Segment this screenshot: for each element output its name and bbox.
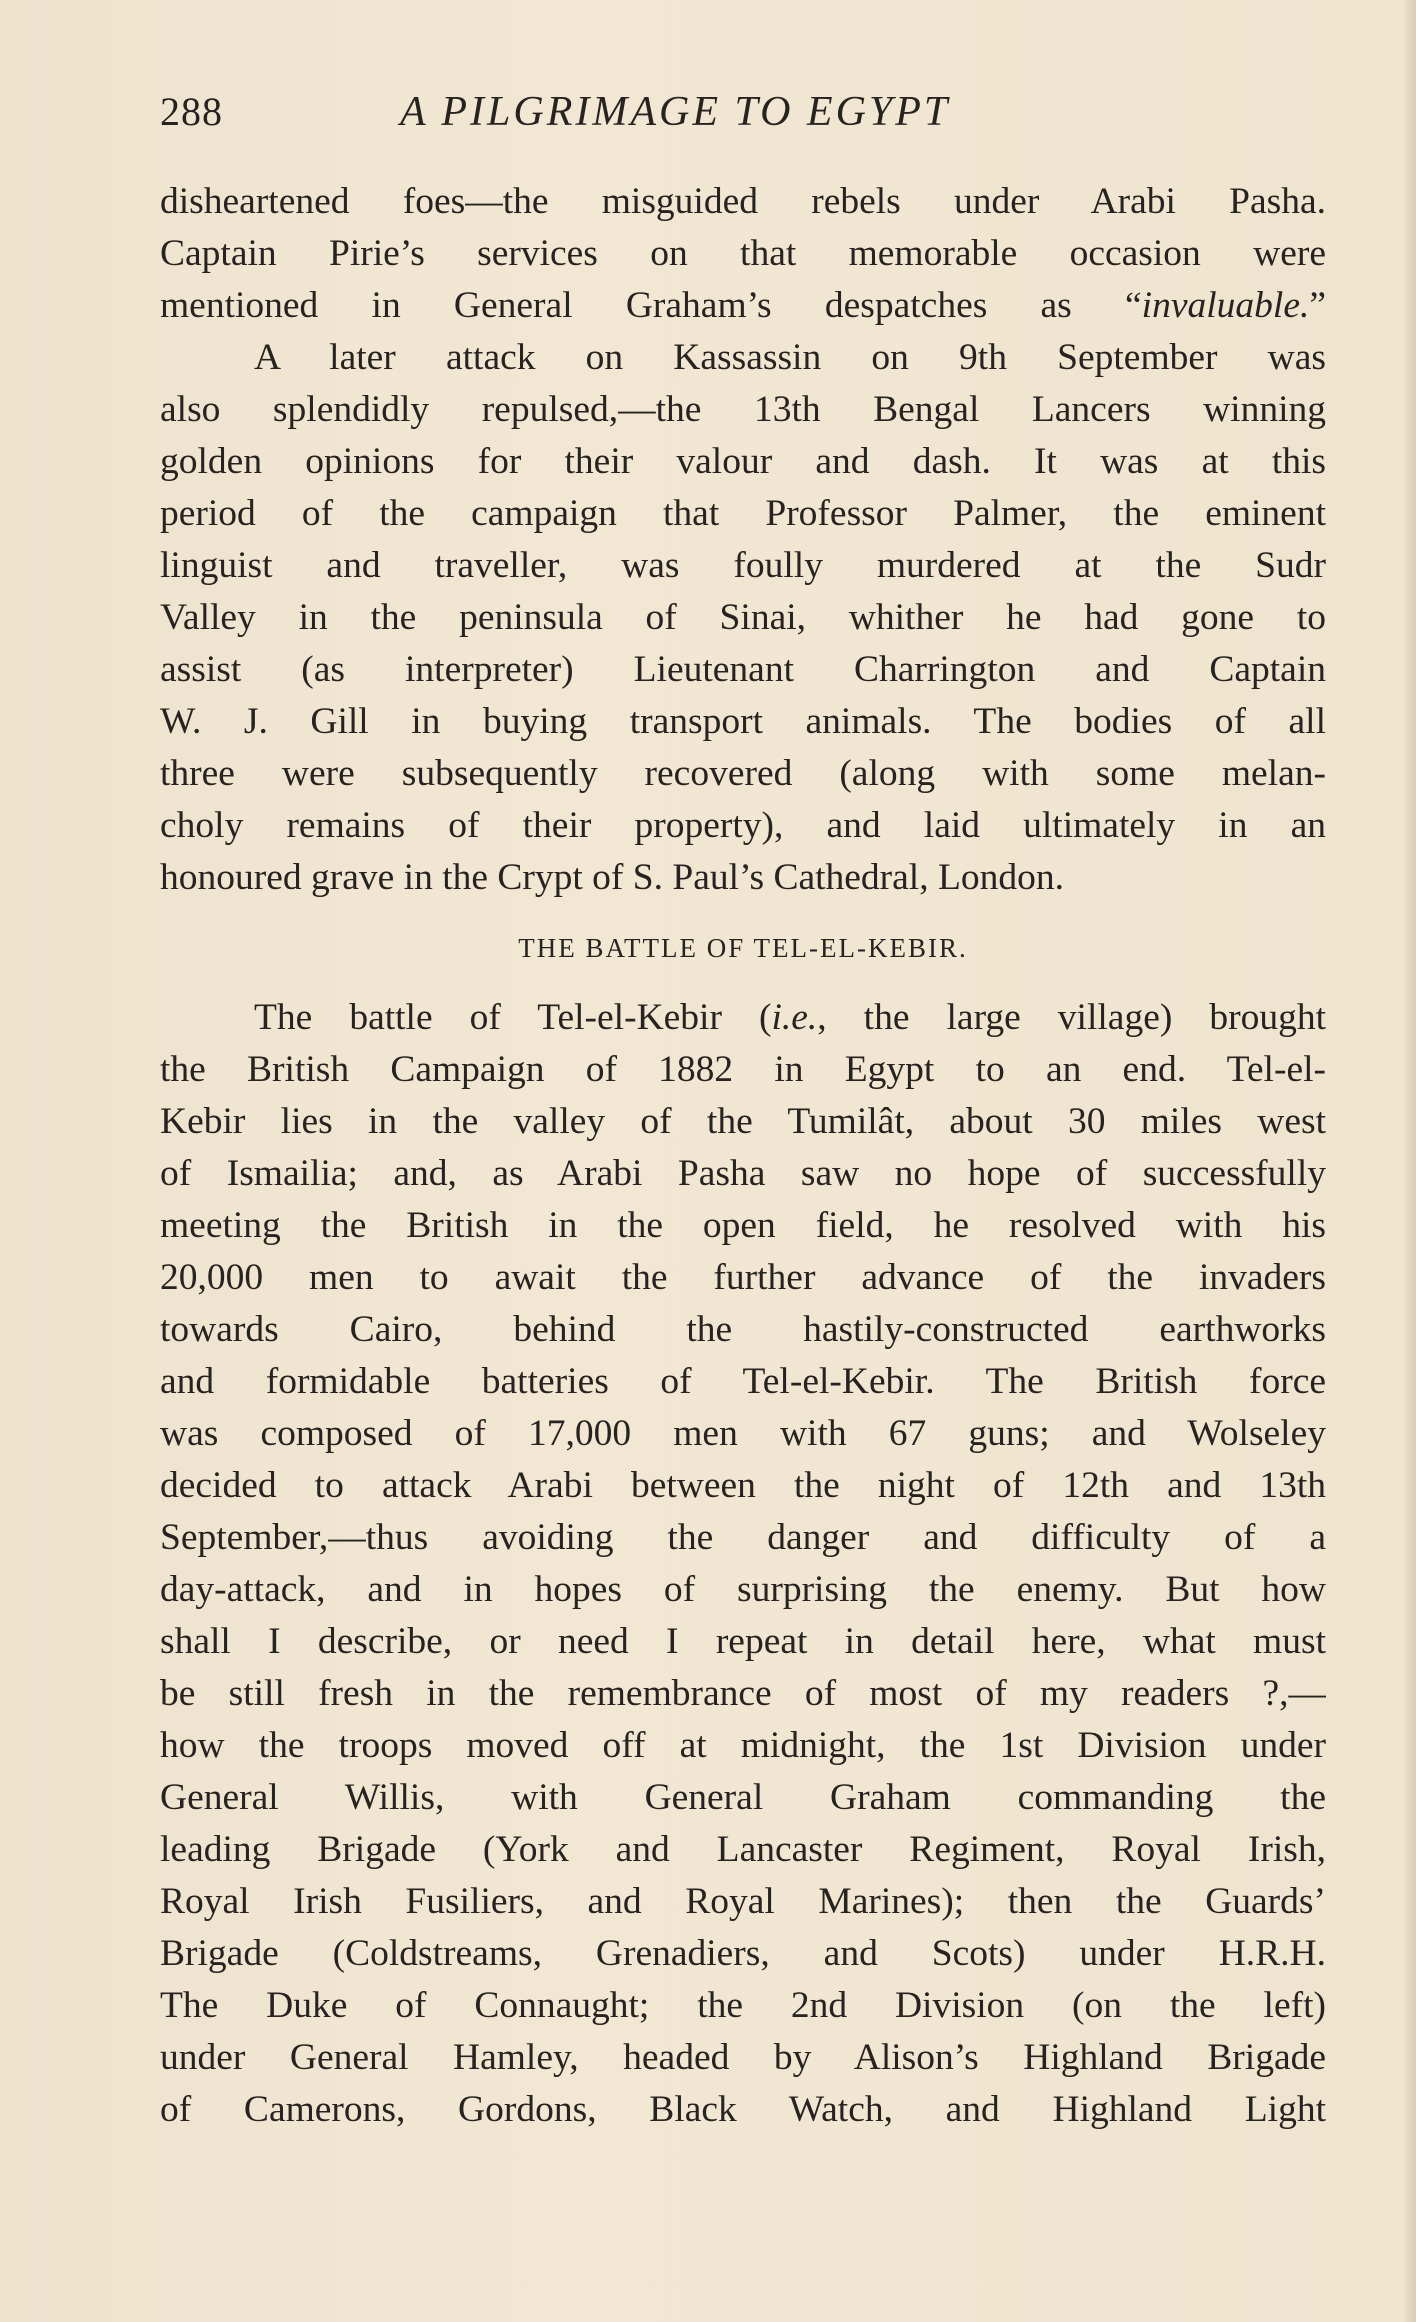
text-line: decided to attack Arabi between the night of 12th and 13th: [160, 1465, 1326, 1506]
text-line: the British Campaign of 1882 in Egypt to an end. Tel-el-: [160, 1049, 1326, 1090]
text-line: period of the campaign that Professor Palmer, the eminent: [160, 493, 1326, 534]
text-line: leading Brigade (York and Lancaster Regiment, Royal Irish,: [160, 1829, 1326, 1870]
text-line: assist (as interpreter) Lieutenant Charrington and Captain: [160, 649, 1326, 690]
text-line: choly remains of their property), and laid ultimately in an: [160, 805, 1326, 846]
text-line: W. J. Gill in buying transport animals. The bodies of all: [160, 701, 1326, 742]
text-line: also splendidly repulsed,—the 13th Bengal Lancers winning: [160, 389, 1326, 430]
text-line: mentioned in General Graham’s despatches as “invaluable.”: [160, 285, 1326, 326]
text-line: A later attack on Kassassin on 9th September was: [254, 337, 1326, 378]
text-line: Valley in the peninsula of Sinai, whither he had gone to: [160, 597, 1326, 638]
text-line: be still fresh in the remembrance of most of my readers ?,—: [160, 1673, 1326, 1714]
page-edge-shadow: [1402, 0, 1416, 2322]
text-line: disheartened foes—the misguided rebels under Arabi Pasha.: [160, 181, 1326, 222]
text-line: September,—thus avoiding the danger and difficulty of a: [160, 1517, 1326, 1558]
text-line: The battle of Tel-el-Kebir (i.e., the large village) brought: [254, 997, 1326, 1038]
body-text: [160, 176, 1326, 2136]
text-line: shall I describe, or need I repeat in detail here, what must: [160, 1621, 1326, 1662]
text-line: towards Cairo, behind the hastily-constructed earthworks: [160, 1309, 1326, 1350]
text-line: 20,000 men to await the further advance of the invaders: [160, 1257, 1326, 1298]
text-line: meeting the British in the open field, he resolved with his: [160, 1205, 1326, 1246]
text-line: Captain Pirie’s services on that memorable occasion were: [160, 233, 1326, 274]
text-line: golden opinions for their valour and dash. It was at this: [160, 441, 1326, 482]
text-line: and formidable batteries of Tel-el-Kebir. The British force: [160, 1361, 1326, 1402]
text-line: honoured grave in the Crypt of S. Paul’s Cathedral, London.: [160, 857, 1065, 898]
text-line: The Duke of Connaught; the 2nd Division (on the left): [160, 1985, 1326, 2026]
text-line: how the troops moved off at midnight, the 1st Division under: [160, 1725, 1326, 1766]
text-line: under General Hamley, headed by Alison’s Highland Brigade: [160, 2037, 1326, 2078]
running-title: A PILGRIMAGE TO EGYPT: [400, 89, 951, 135]
text-line: was composed of 17,000 men with 67 guns; and Wolseley: [160, 1413, 1326, 1454]
text-line: Royal Irish Fusiliers, and Royal Marines); then the Guards’: [160, 1881, 1326, 1922]
text-line: Kebir lies in the valley of the Tumilât, about 30 miles west: [160, 1101, 1326, 1142]
italic-word: i.e.: [771, 997, 818, 1038]
text-line: day-attack, and in hopes of surprising the enemy. But how: [160, 1569, 1326, 1610]
page-number: 288: [160, 89, 223, 134]
text-line: of Camerons, Gordons, Black Watch, and Highland Light: [160, 2089, 1326, 2130]
italic-word: invaluable.: [1141, 285, 1310, 326]
text-line: Brigade (Coldstreams, Grenadiers, and Scots) under H.R.H.: [160, 1933, 1326, 1974]
text-line: of Ismailia; and, as Arabi Pasha saw no hope of successfully: [160, 1153, 1326, 1194]
section-heading: THE BATTLE OF TEL-EL-KEBIR.: [518, 933, 968, 963]
text-line: three were subsequently recovered (along with some melan-: [160, 753, 1326, 794]
text-line: General Willis, with General Graham commanding the: [160, 1777, 1326, 1818]
text-line: linguist and traveller, was foully murdered at the Sudr: [160, 545, 1326, 586]
page-header: [160, 88, 1340, 148]
